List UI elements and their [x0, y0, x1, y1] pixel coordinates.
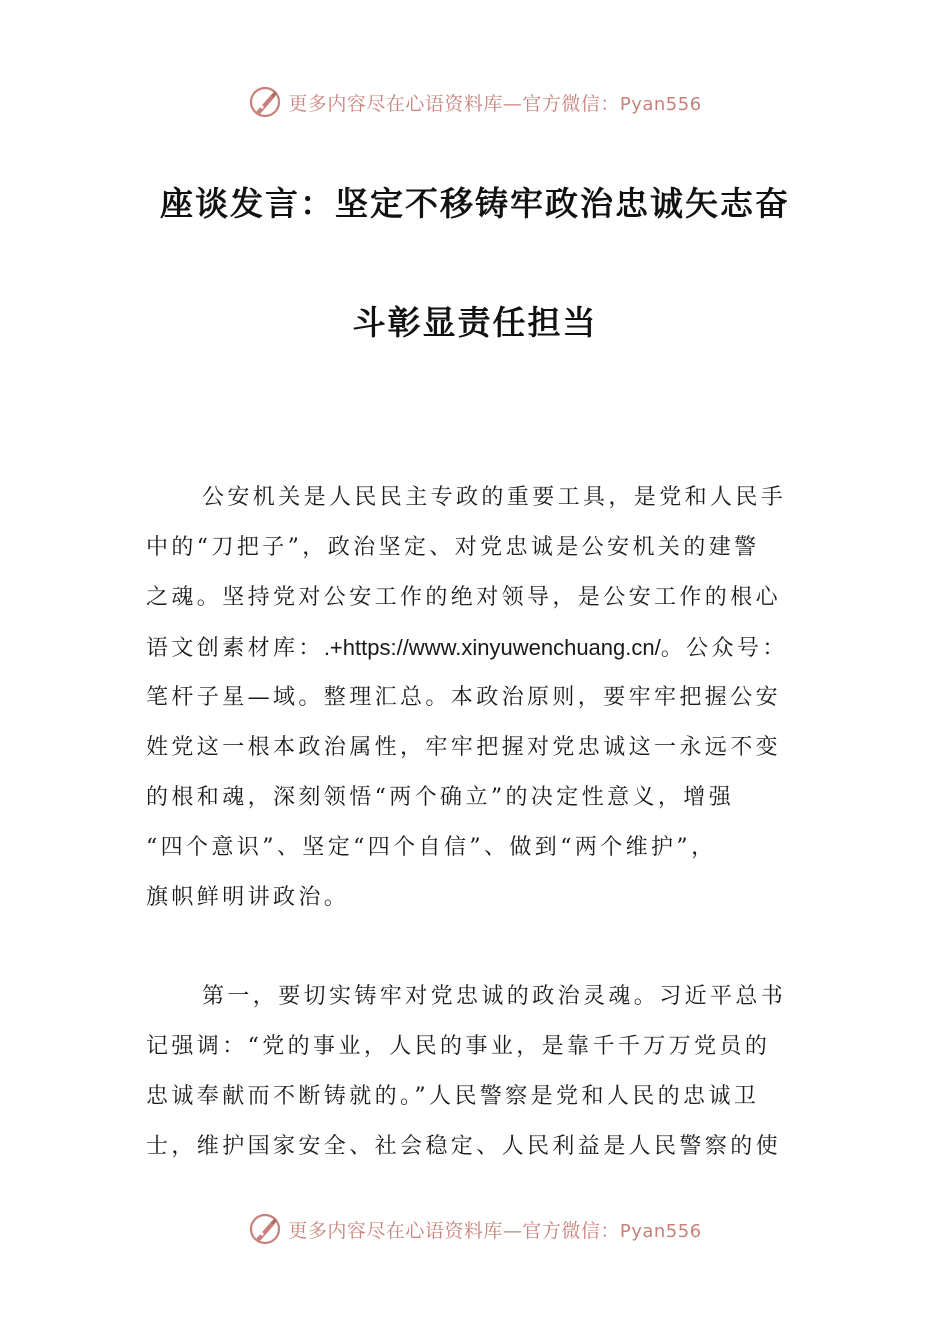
inline-text: 语文创素材库：	[146, 636, 324, 661]
paragraph-line: 之魂。坚持党对公安工作的绝对领导，是公安工作的根心	[146, 585, 782, 610]
source-url-text: .+https://www.xinyuwenchuang.cn/	[323, 635, 661, 660]
paragraph-line: 记强调：“党的事业，人民的事业，是靠千千万万党员的	[146, 1034, 771, 1059]
body-paragraph-1	[146, 473, 812, 923]
footer-watermark	[0, 1209, 950, 1249]
paragraph-line: 忠诚奉献而不断铸就的。”人民警察是党和人民的忠诚卫	[146, 1084, 760, 1109]
watermark-contact: Pyan556	[619, 1220, 702, 1242]
paragraph-line: 公安机关是人民民主专政的重要工具，是党和人民手	[202, 485, 787, 510]
paragraph-line: 旗帜鲜明讲政治。	[146, 885, 350, 910]
pen-nib-logo-icon	[248, 85, 282, 119]
watermark-text: 更多内容尽在心语资料库—官方微信：Pyan556	[288, 1219, 702, 1242]
watermark-text: 更多内容尽在心语资料库—官方微信：Pyan556	[288, 92, 702, 115]
paragraph-line: 笔杆子星—域。整理汇总。本政治原则，要牢牢把握公安	[146, 685, 782, 710]
paragraph-line: 中的“刀把子”，政治坚定、对党忠诚是公安机关的建警	[146, 535, 760, 560]
pen-nib-logo-icon	[248, 1212, 282, 1246]
document-title-line-1: 座谈发言：坚定不移铸牢政治忠诚矢志奋	[160, 184, 790, 223]
header-watermark	[0, 82, 950, 122]
inline-text: 。公众号：	[660, 636, 788, 661]
body-paragraph-2	[146, 972, 812, 1172]
document-title-line-2: 斗彰显责任担当	[352, 303, 598, 342]
paragraph-line: 士，维护国家安全、社会稳定、人民利益是人民警察的使	[146, 1134, 782, 1159]
watermark-contact: Pyan556	[619, 93, 702, 115]
paragraph-line: 姓党这一根本政治属性，牢牢把握对党忠诚这一永远不变	[146, 735, 782, 760]
paragraph-line-with-url	[146, 623, 812, 673]
paragraph-line: 的根和魂，深刻领悟“两个确立”的决定性意义，增强	[146, 785, 735, 810]
paragraph-line: 第一，要切实铸牢对党忠诚的政治灵魂。习近平总书	[202, 984, 787, 1009]
paragraph-line: “四个意识”、坚定“四个自信”、做到“两个维护”，	[146, 835, 717, 860]
